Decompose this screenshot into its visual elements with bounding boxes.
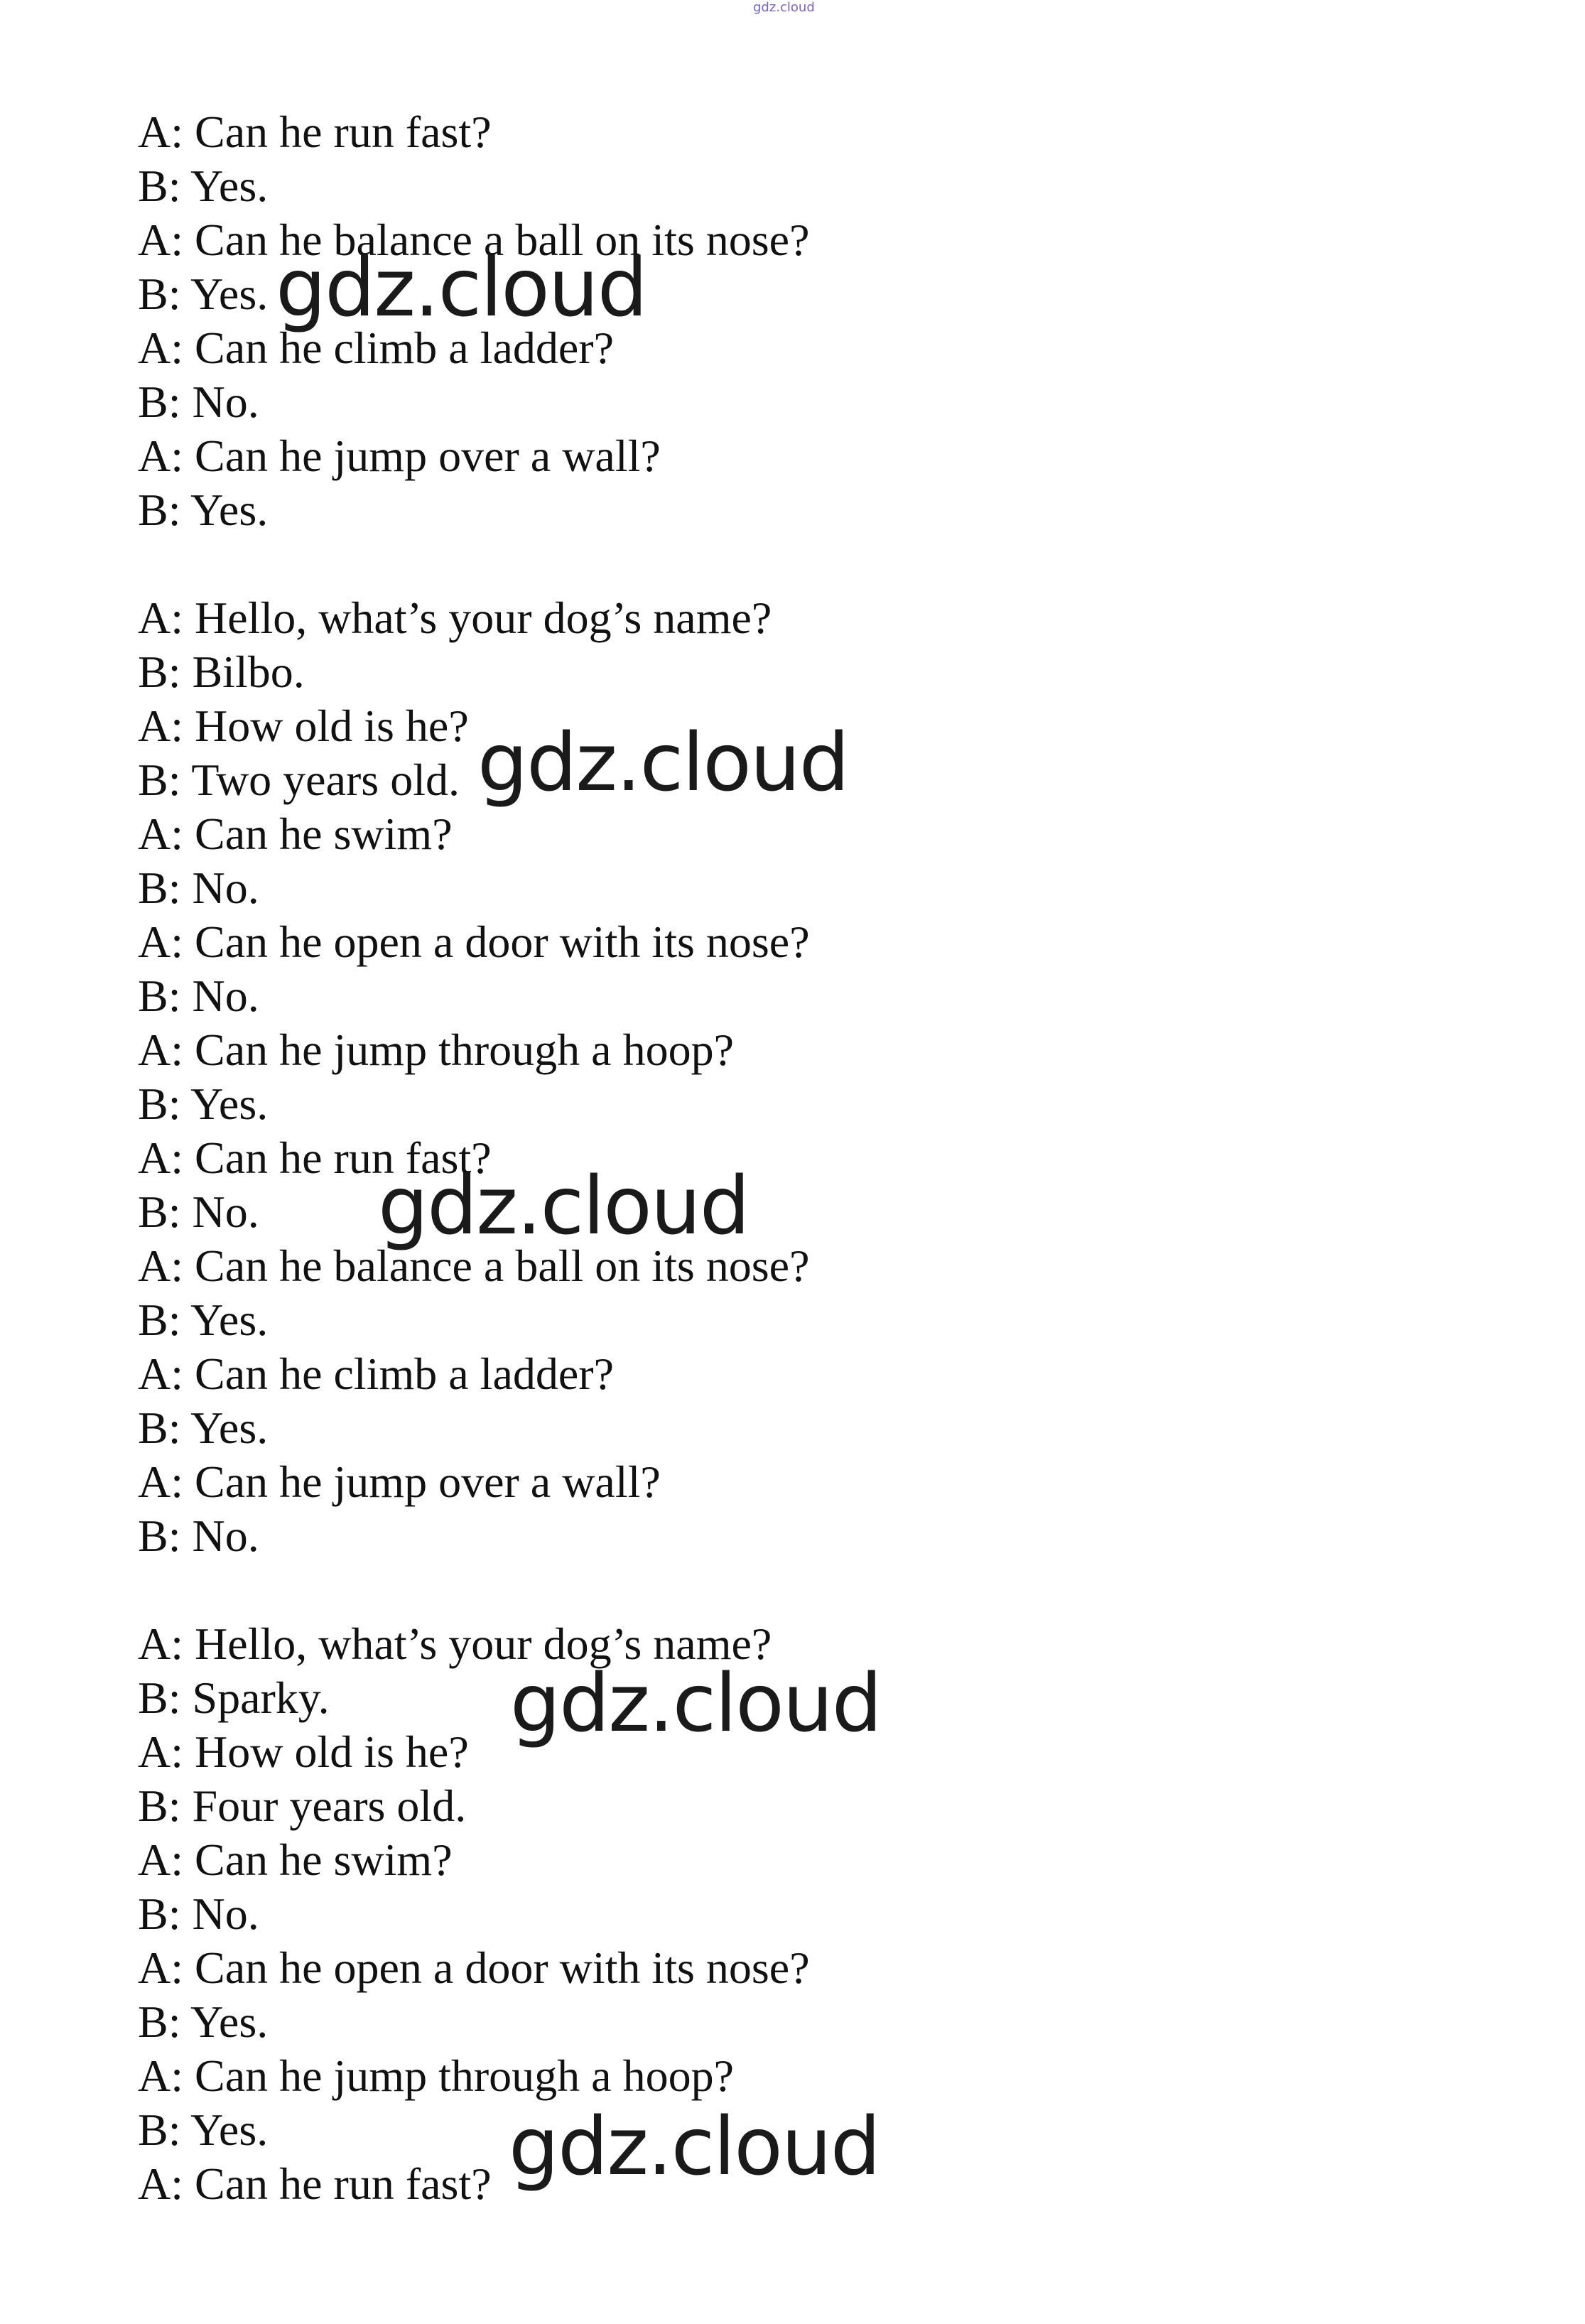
dialogue-list bbox=[138, 105, 1061, 2211]
dialogue-line: A: Can he climb a ladder? bbox=[138, 1349, 614, 1399]
dialogue-line: B: Bilbo. bbox=[138, 647, 305, 697]
dialogue-line: A: Can he balance a ball on its nose? bbox=[138, 215, 810, 265]
dialogue-line: A: Can he jump over a wall? bbox=[138, 431, 661, 481]
dialogue-line: A: Hello, what’s your dog’s name? bbox=[138, 593, 772, 643]
dialogue-line: B: Yes. bbox=[138, 269, 269, 319]
dialogue-line: A: Can he run fast? bbox=[138, 2158, 492, 2209]
dialogue-line: B: Two years old. bbox=[138, 755, 460, 805]
dialogue-line: B: No. bbox=[138, 1888, 259, 1939]
dialogue-line: A: Hello, what’s your dog’s name? bbox=[138, 1618, 772, 1669]
dialogue-line: B: Yes. bbox=[138, 2104, 269, 2155]
dialogue-line: A: Can he open a door with its nose? bbox=[138, 1942, 810, 1993]
dialogue-line: A: Can he swim? bbox=[138, 809, 453, 859]
dialogue-line: B: Yes. bbox=[138, 485, 269, 535]
dialogue-line: A: Can he run fast? bbox=[138, 107, 492, 157]
dialogue-line: B: Yes. bbox=[138, 161, 269, 211]
dialogue-line: A: Can he open a door with its nose? bbox=[138, 917, 810, 967]
top-watermark: gdz.cloud bbox=[753, 0, 815, 15]
watermark-gdz-cloud: gdz.cloud bbox=[510, 1658, 881, 1750]
dialogue-line: A: Can he run fast? bbox=[138, 1133, 492, 1183]
paragraph-gap bbox=[138, 1563, 1061, 1617]
dialogue-line: B: Yes. bbox=[138, 1402, 269, 1453]
watermark-gdz-cloud: gdz.cloud bbox=[378, 1160, 749, 1253]
dialogue-line: A: Can he jump through a hoop? bbox=[138, 2050, 734, 2101]
dialogue-line: A: Can he climb a ladder? bbox=[138, 323, 614, 373]
dialogue-line: A: How old is he? bbox=[138, 1726, 469, 1777]
dialogue-line: B: No. bbox=[138, 377, 259, 427]
paragraph-gap bbox=[138, 537, 1061, 591]
dialogue-line: A: How old is he? bbox=[138, 701, 469, 751]
watermark-gdz-cloud: gdz.cloud bbox=[509, 2101, 880, 2193]
dialogue-line: B: No. bbox=[138, 971, 259, 1021]
dialogue-line: B: Yes. bbox=[138, 1079, 269, 1129]
watermark-gdz-cloud: gdz.cloud bbox=[477, 717, 848, 809]
dialogue-line: A: Can he swim? bbox=[138, 1834, 453, 1885]
dialogue-line: A: Can he jump over a wall? bbox=[138, 1456, 661, 1507]
dialogue-line: A: Can he balance a ball on its nose? bbox=[138, 1241, 810, 1291]
watermark-gdz-cloud: gdz.cloud bbox=[276, 242, 647, 335]
dialogue-line: A: Can he jump through a hoop? bbox=[138, 1025, 734, 1075]
dialogue-line: B: No. bbox=[138, 1187, 259, 1237]
dialogue-line: B: Four years old. bbox=[138, 1780, 467, 1831]
dialogue-line: B: No. bbox=[138, 863, 259, 913]
dialogue-line: B: No. bbox=[138, 1510, 259, 1561]
dialogue-line: B: Sparky. bbox=[138, 1672, 330, 1723]
dialogue-line: B: Yes. bbox=[138, 1295, 269, 1345]
dialogue-line: B: Yes. bbox=[138, 1996, 269, 2047]
